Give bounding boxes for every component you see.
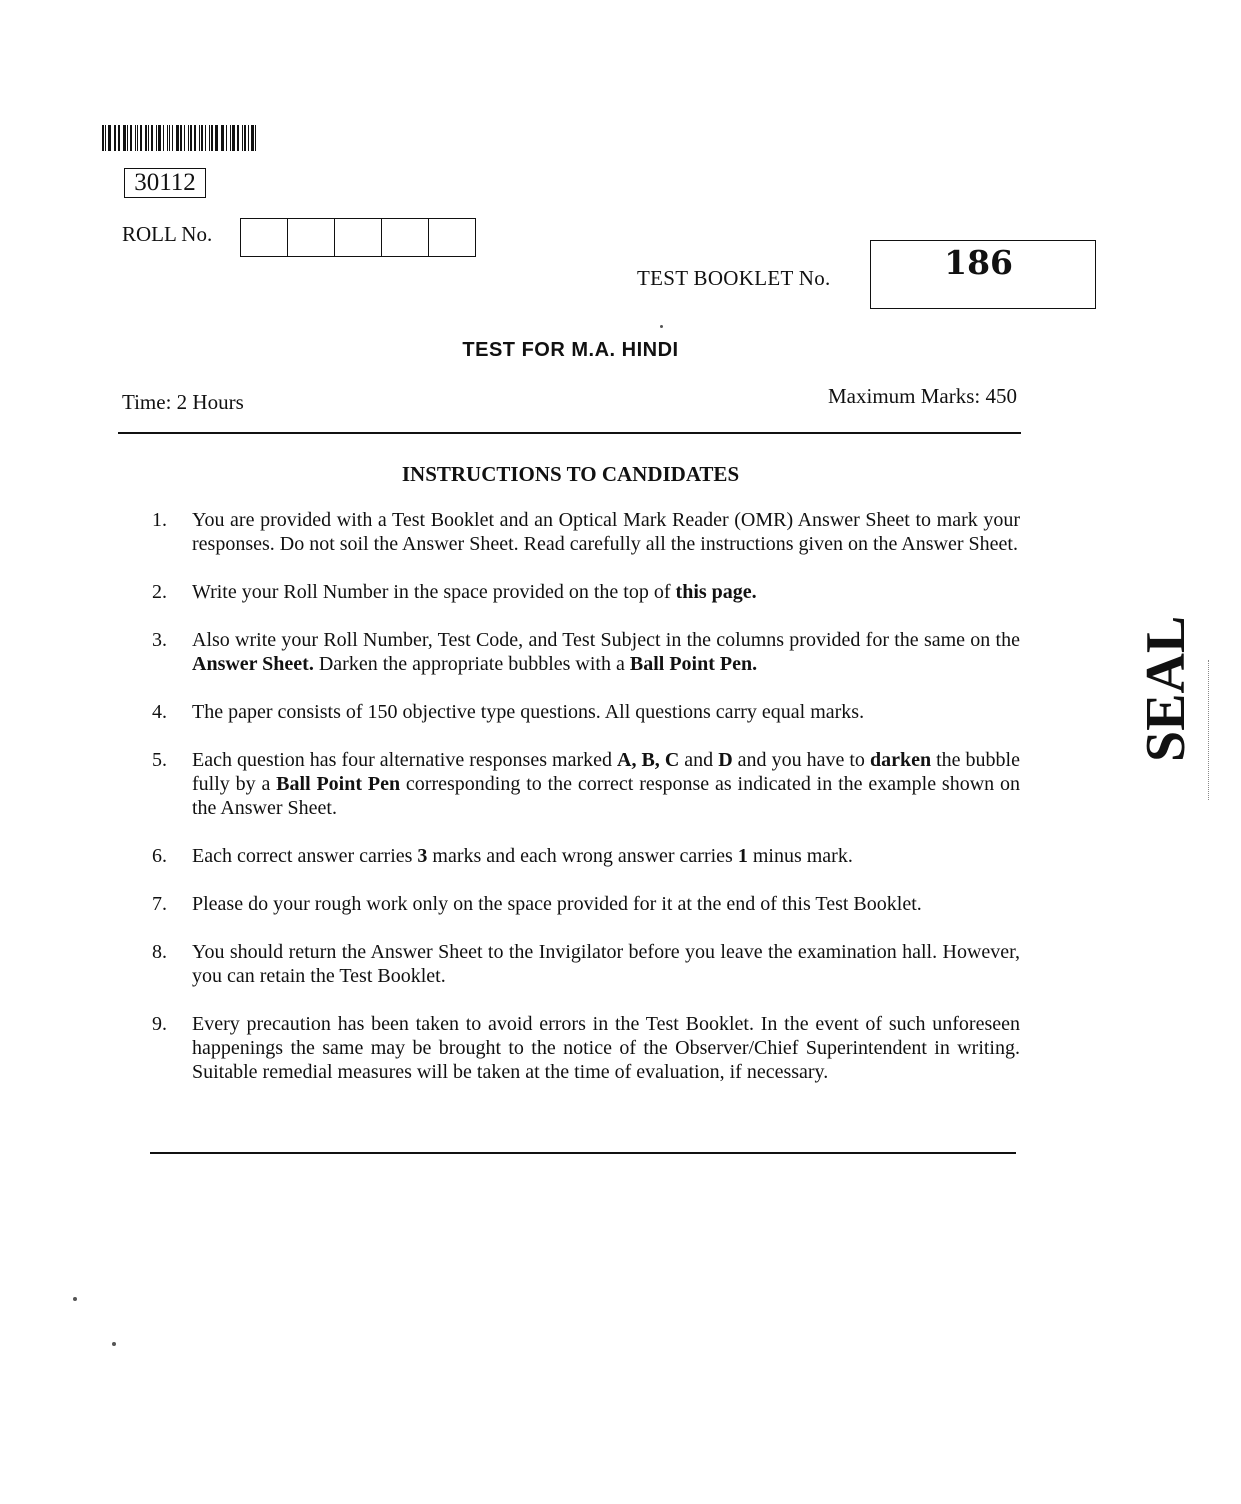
barcode-bar	[167, 125, 168, 151]
barcode-bar	[102, 125, 104, 151]
barcode-bar	[226, 125, 227, 151]
list-item: 7. Please do your rough work only on the space provided for it at the end of this Test Booklet.	[152, 893, 922, 915]
test-code-box: 30112	[124, 168, 206, 198]
barcode-bar	[156, 125, 157, 151]
barcode-bar	[255, 125, 256, 151]
list-item: 6. Each correct answer carries 3 marks and each wrong answer carries 1 minus mark.	[152, 845, 853, 867]
barcode-bar	[127, 125, 128, 151]
barcode-bar	[137, 125, 138, 151]
barcode-bar	[237, 125, 239, 151]
barcode-bar	[180, 125, 182, 151]
roll-box[interactable]	[241, 219, 288, 256]
time-allowed: Time: 2 Hours	[122, 390, 244, 414]
barcode-bar	[145, 125, 147, 151]
barcode-bar	[244, 125, 246, 151]
scan-speck	[112, 1342, 116, 1346]
barcode-bar	[151, 125, 153, 151]
list-item: 8. You should return the Answer Sheet to the Invigilator before you leave the examination hall. However, you can retain the Test Booklet.	[152, 941, 1020, 987]
list-item: 5. Each question has four alternative responses marked A, B, C and D and you have to darken the bubble fully by a Ball Point Pen corresponding to the correct response as indicated in the example shown on the Answer Sheet.	[152, 749, 1020, 819]
barcode-bar	[190, 125, 192, 151]
page-title: TEST FOR M.A. HINDI	[462, 339, 679, 361]
barcode-bar	[114, 125, 115, 151]
barcode-bar	[158, 125, 161, 151]
barcode-bar	[118, 125, 120, 151]
barcode-bar	[108, 125, 111, 151]
roll-box[interactable]	[382, 219, 429, 256]
barcode-bar	[172, 125, 173, 151]
barcode	[102, 125, 258, 151]
barcode-bar	[205, 125, 206, 151]
barcode-bar	[184, 125, 185, 151]
booklet-number-box	[870, 240, 1096, 309]
barcode-bar	[209, 125, 210, 151]
booklet-number: 186	[944, 243, 1013, 282]
barcode-bar	[115, 125, 116, 151]
barcode-bar	[201, 125, 203, 151]
list-item: 1. You are provided with a Test Booklet and an Optical Mark Reader (OMR) Answer Sheet to mark your responses. Do not soil the Answer Sheet. Read carefully all the instructions given on the Answer Sheet.	[152, 509, 1020, 555]
barcode-bar	[135, 125, 136, 151]
barcode-bar	[199, 125, 200, 151]
roll-box[interactable]	[288, 219, 335, 256]
barcode-bar	[105, 125, 106, 151]
barcode-bar	[215, 125, 218, 151]
barcode-bar	[222, 125, 224, 151]
divider-bottom	[150, 1152, 1016, 1154]
scan-speck	[660, 325, 663, 328]
barcode-bar	[211, 125, 213, 151]
list-item: 3. Also write your Roll Number, Test Code, and Test Subject in the columns provided for the same on the Answer Sheet. Darken the appropriate bubbles with a Ball Point Pen.	[152, 629, 1020, 675]
barcode-bar	[194, 125, 197, 151]
list-item: 9. Every precaution has been taken to avoid errors in the Test Booklet. In the event of such unforeseen happenings the same may be brought to the notice of the Observer/Chief Superintendent in writing. Suitable remedial measures will be taken at the time of evaluation, if necessary.	[152, 1013, 1020, 1083]
list-item: 2. Write your Roll Number in the space provided on the top of this page.	[152, 581, 757, 603]
barcode-bar	[176, 125, 179, 151]
booklet-number-label: TEST BOOKLET No.	[637, 266, 831, 290]
instructions-heading: INSTRUCTIONS TO CANDIDATES	[401, 462, 740, 486]
barcode-bar	[251, 125, 254, 151]
barcode-bar	[242, 125, 243, 151]
roll-number-label: ROLL No.	[122, 222, 213, 246]
barcode-bar	[123, 125, 126, 151]
maximum-marks: Maximum Marks: 450	[828, 384, 1017, 408]
divider-top	[118, 432, 1021, 434]
roll-number-boxes[interactable]	[240, 218, 476, 257]
barcode-bar	[140, 125, 143, 151]
barcode-bar	[188, 125, 189, 151]
barcode-bar	[221, 125, 222, 151]
roll-box[interactable]	[335, 219, 382, 256]
barcode-bar	[163, 125, 164, 151]
barcode-bar	[130, 125, 132, 151]
roll-box[interactable]	[429, 219, 475, 256]
barcode-bar	[148, 125, 149, 151]
barcode-bar	[232, 125, 235, 151]
seal-stamp: SEAL	[1135, 615, 1197, 762]
seal-perforation	[1208, 660, 1209, 800]
barcode-bar	[248, 125, 249, 151]
barcode-bar	[169, 125, 171, 151]
instructions-list	[152, 508, 1020, 1108]
list-item: 4. The paper consists of 150 objective type questions. All questions carry equal marks.	[152, 701, 865, 723]
scan-speck	[73, 1297, 77, 1301]
barcode-bar	[230, 125, 231, 151]
